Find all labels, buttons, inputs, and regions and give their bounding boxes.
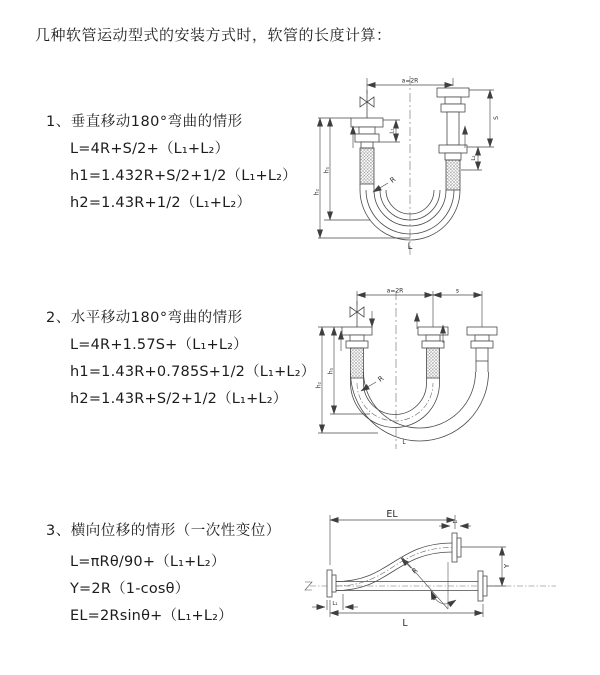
section3-formula-L: L=πRθ/90+（L₁+L₂） <box>70 554 226 570</box>
hose-u-bends <box>351 361 489 441</box>
pipe-fittings <box>342 327 497 378</box>
dim-label-span: a=2R <box>386 287 404 295</box>
hose-s-curve <box>336 543 452 591</box>
dim-label-el: EL <box>386 509 398 520</box>
dim-label-h2: h₂ <box>313 188 321 196</box>
diagram-lateral-displacement <box>298 505 595 653</box>
section2-heading: 2、水平移动180°弯曲的情形 <box>46 310 243 326</box>
angle-theta <box>402 557 456 609</box>
dim-label-r: R <box>376 374 386 384</box>
section2-formula-h2: h2=1.43R+S/2+1/2（L₁+L₂） <box>70 391 288 407</box>
right-upper-flange <box>452 533 461 562</box>
dimension-span <box>357 288 482 328</box>
section3-heading: 3、横向位移的情形（一次性变位） <box>46 523 281 539</box>
dim-label-l1: L₁ <box>389 128 396 134</box>
radius-leader <box>373 175 397 192</box>
dim-label-l2: L₂ <box>471 155 477 161</box>
page-title: 几种软管运动型式的安装方式时，软管的长度计算： <box>35 26 392 44</box>
section2-formula-L: L=4R+1.57S+（L₁+L₂） <box>70 337 248 353</box>
dim-label-h2: h₂ <box>315 381 323 389</box>
dim-label-l2: L₂ <box>452 519 458 525</box>
right-pipe-fitting <box>437 88 469 190</box>
section1-formula-L: L=4R+S/2+（L₁+L₂） <box>70 141 230 157</box>
section1-formula-h1: h1=1.432R+S/2+1/2（L₁+L₂） <box>70 168 297 184</box>
dim-label-theta: θ <box>432 595 436 602</box>
section2-formula-h1: h1=1.43R+0.785S+1/2（L₁+L₂） <box>70 364 316 380</box>
left-flange <box>327 570 336 597</box>
radius-leader <box>401 558 420 576</box>
diagram-horizontal-180-bend <box>308 283 593 455</box>
section1-formula-h2: h2=1.43R+1/2（L₁+L₂） <box>70 195 252 211</box>
dim-label-s: S <box>493 116 500 120</box>
dim-label-length: L <box>402 439 406 446</box>
dim-label-r: R <box>410 566 420 576</box>
dim-label-h1: h₁ <box>323 166 331 174</box>
dim-label-s: s <box>455 287 460 295</box>
dimension-length <box>330 600 483 629</box>
section1-heading: 1、垂直移动180°弯曲的情形 <box>46 114 243 130</box>
dimension-l1 <box>312 594 358 610</box>
section3-formula-EL: EL=2Rsinθ+（L₁+L₂） <box>70 608 233 624</box>
dim-label-span: a=2R <box>401 77 419 85</box>
diagram-vertical-180-bend <box>310 70 578 262</box>
dim-label-length: L <box>407 242 413 252</box>
dim-label-r: R <box>388 175 398 185</box>
valve-icon <box>350 301 364 327</box>
dimension-s <box>461 90 500 170</box>
dim-label-h1: h₁ <box>327 367 335 375</box>
valve-icon <box>360 90 374 118</box>
left-pipe-fitting <box>351 118 383 190</box>
dim-label-length: L <box>402 618 408 629</box>
dim-label-l1: L₁ <box>332 601 338 607</box>
dim-label-y: Y <box>503 563 511 569</box>
section3-formula-Y: Y=2R（1-cosθ） <box>70 581 190 597</box>
dimension-el <box>330 509 458 565</box>
